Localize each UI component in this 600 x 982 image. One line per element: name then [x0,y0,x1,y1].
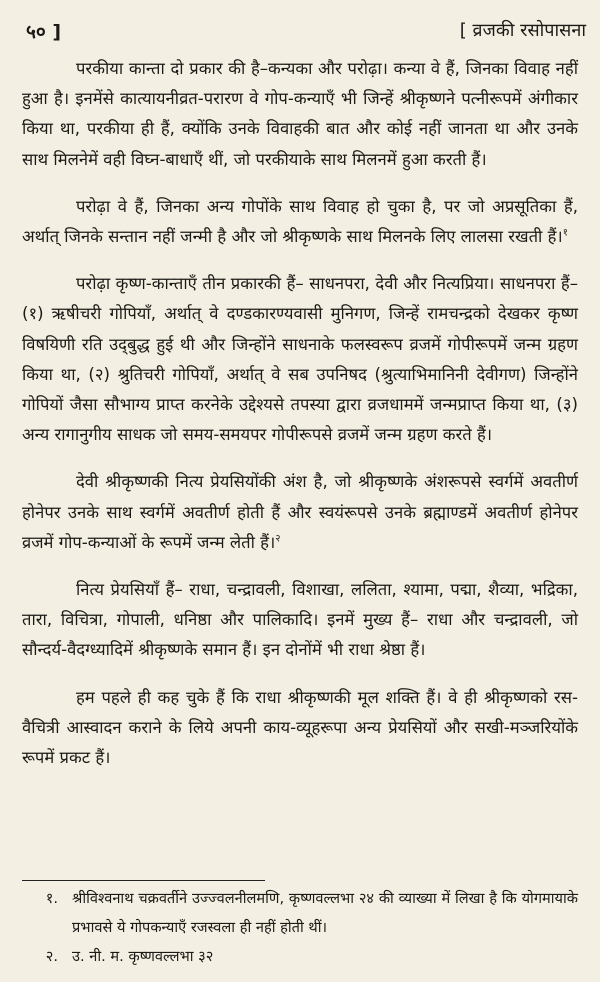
paragraph-text: परोढ़ा वे हैं, जिनका अन्य गोपोंके साथ विवाह हो चुका है, पर जो अप्रसूतिका हैं, अर्थात् जिनके सन्तान नहीं जन्मी है और जो श्रीकृष्णके साथ मिलनके लिए लालसा रखती हैं। [22,196,578,247]
footnote [22,884,578,942]
footnote-text: श्रीविश्वनाथ चक्रवर्तीने उज्ज्वलनीलमणि, कृष्णवल्लभा २४ की व्याख्या में लिखा है कि योगमायाके प्रभावसे ये गोपकन्याएँ रजस्वला ही नहीं होती थीं। [72,890,578,936]
paragraph [22,54,578,175]
paragraph-text: नित्य प्रेयसियाँ हैं– राधा, चन्द्रावली, विशाखा, ललिता, श्यामा, पद्मा, शैव्या, भद्रिका, तारा, विचित्रा, गोपाली, धनिष्ठा और पालिकादि। इनमें मुख्य हैं– राधा और चन्द्रावली, जो सौन्दर्य-वैदग्ध्यादिमें श्रीकृष्णके समान हैं। इन दोनोंमें भी राधा श्रेष्ठा हैं। [22,580,578,660]
page-header [26,18,586,48]
paragraph [22,192,578,252]
footnote-ref: १ [562,227,568,239]
footnote-number: २. [45,948,58,965]
running-head: [ व्रजकी रसोपासना [459,20,586,41]
paragraph [22,467,578,558]
paragraph [22,575,578,666]
paragraph [22,683,578,774]
footnote-divider [22,880,265,881]
footnote-ref: २ [275,533,281,545]
footnotes [22,884,578,971]
paragraph-text: परकीया कान्ता दो प्रकार की है–कन्यका और परोढ़ा। कन्या वे हैं, जिनका विवाह नहीं हुआ है। इनमेंसे कात्यायनीव्रत-परारण वे गोप-कन्याएँ भी जिन्हें श्रीकृष्णने पत्नीरूपमें अंगीकार किया था, परकीया ही हैं, क्योंकि उनके विवाहकी बात और कोई नहीं जानता था और उनके साथ मिलनेमें वही विघ्न-बाधाएँ थीं, जो परकीयाके साथ मिलनमें हुआ करती हैं। [22,59,578,169]
footnote-text: उ. नी. म. कृष्णवल्लभा ३२ [72,948,214,965]
paragraph-text: परोढ़ा कृष्ण-कान्ताएँ तीन प्रकारकी हैं– साधनपरा, देवी और नित्यप्रिया। साधनपरा हैं– (१) ऋषीचरी गोपियाँ, अर्थात् वे दण्डकारण्यवासी मुनिगण, जिन्हें रामचन्द्रको देखकर कृष्ण विषयिणी रति उद्‌बुद्ध हुई थी और जिन्होंने साधनाके फलस्वरूप व्रजमें गोपीरूपमें जन्म ग्रहण किया था, (२) श्रुतिचरी गोपियाँ, अर्थात् वे सब उपनिषद (श्रुत्याभिमानिनी देवीगण) जिन्होंने गोपियों जैसा सौभाग्य प्राप्त करनेके उद्देश्यसे तपस्या द्वारा व्रजधाममें जन्मप्राप्त किया था, (३) अन्य रागानुगीय साधक जो समय-समयपर गोपीरूपसे व्रजमें जन्म ग्रहण करते हैं। [22,274,578,445]
footnote [22,942,578,971]
page-body [22,54,578,790]
page-number: ५० ] [26,21,62,43]
footnote-number: १. [45,890,58,907]
paragraph-text: हम पहले ही कह चुके हैं कि राधा श्रीकृष्णकी मूल शक्ति हैं। वे ही श्रीकृष्णको रस-वैचित्री आस्वादन कराने के लिये अपनी काय-व्यूहरूपा अन्य प्रेयसियों और सखी-मञ्जरियोंके रूपमें प्रकट हैं। [22,687,578,768]
paragraph [22,269,578,450]
paragraph-text: देवी श्रीकृष्णकी नित्य प्रेयसियोंकी अंश है, जो श्रीकृष्णके अंशरूपसे स्वर्गमें अवतीर्ण होनेपर उनके साथ स्वर्गमें अवतीर्ण होती हैं और स्वयंरूपसे उनके ब्रह्माण्डमें अवतीर्ण होनेपर व्रजमें गोप-कन्याओं के रूपमें जन्म लेती हैं। [22,472,578,552]
